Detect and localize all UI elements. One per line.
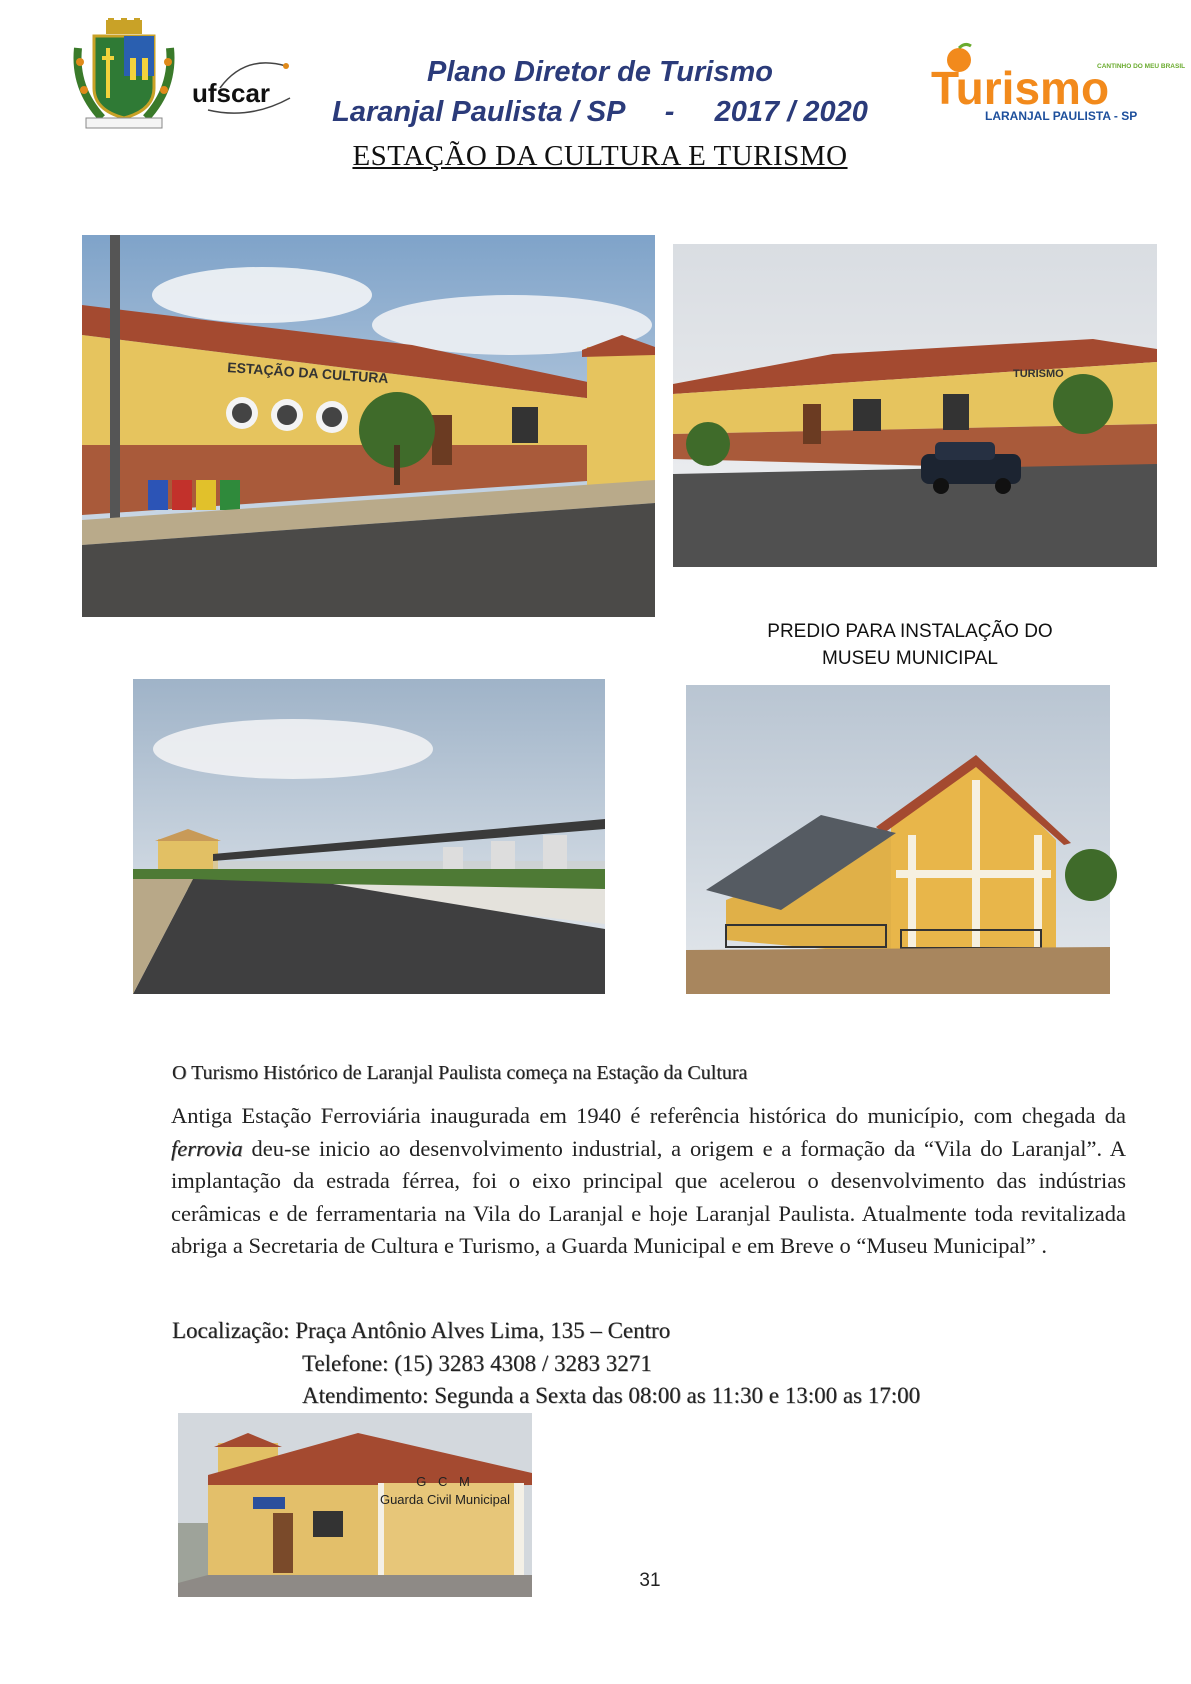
body-text-part-1: Antiga Estação Ferroviária inaugurada em 1940 é referência histórica do município, com chegada da bbox=[171, 1103, 1126, 1128]
museum-caption bbox=[740, 618, 1080, 672]
station-facade-sign: ESTAÇÃO DA CULTURA bbox=[226, 359, 390, 387]
municipal-coat-of-arms-logo bbox=[72, 18, 176, 130]
photo-estacao-da-cultura-facade bbox=[82, 235, 655, 617]
turismo-logo-word: Turismo bbox=[931, 62, 1110, 114]
header-title-line-1: Plano Diretor de Turismo bbox=[427, 56, 773, 88]
body-text-emphasis: ferrovia bbox=[171, 1135, 243, 1161]
ufscar-logo bbox=[190, 58, 300, 120]
body-text-part-2: deu-se inicio ao desenvolvimento industrial, a origem e a formação da “Vila do Laranjal”. A implantação da estrada férrea, foi o eixo principal que acelerou o desenvolvimento das indústrias cerâmicas e de ferramentaria na Vila do Laranjal e hoje Laranjal Paulista. Atualmente toda revitalizada abriga a Secretaria de Cultura e Turismo, a Guarda Municipal e em Breve o “Museu Municipal” . bbox=[171, 1135, 1126, 1258]
location-line: Localização: Praça Antônio Alves Lima, 135 – Centro bbox=[172, 1318, 671, 1343]
turismo-logo-tagline: CANTINHO DO MEU BRASIL bbox=[1097, 63, 1186, 70]
gcm-label bbox=[360, 1473, 530, 1509]
photo-station-platform-street bbox=[133, 679, 605, 994]
page-title: ESTAÇÃO DA CULTURA E TURISMO bbox=[352, 140, 848, 172]
ufscar-logo-text: ufscar bbox=[192, 78, 271, 108]
photo-museum-building bbox=[686, 685, 1110, 994]
hours-line: Atendimento: Segunda a Sexta das 08:00 as 11:30 e 13:00 as 17:00 bbox=[302, 1383, 921, 1408]
turismo-logo-place: LARANJAL PAULISTA - SP bbox=[985, 109, 1138, 123]
body-paragraph bbox=[171, 1100, 1126, 1263]
gcm-abbr: G C M bbox=[416, 1474, 474, 1489]
turismo-building-sign: TURISMO bbox=[1013, 368, 1064, 380]
turismo-laranjal-logo bbox=[925, 42, 1186, 124]
contact-info bbox=[172, 1315, 1072, 1413]
museum-caption-line-1: PREDIO PARA INSTALAÇÃO DO bbox=[767, 621, 1053, 642]
header-title-line-2: Laranjal Paulista / SP - 2017 / 2020 bbox=[332, 96, 868, 128]
photo-turismo-building bbox=[673, 244, 1157, 567]
page-number: 31 bbox=[639, 1570, 661, 1591]
intro-heading: O Turismo Histórico de Laranjal Paulista começa na Estação da Cultura bbox=[172, 1062, 748, 1084]
phone-line: Telefone: (15) 3283 4308 / 3283 3271 bbox=[302, 1350, 652, 1376]
museum-caption-line-2: MUSEU MUNICIPAL bbox=[822, 648, 998, 669]
gcm-name: Guarda Civil Municipal bbox=[379, 1492, 511, 1507]
document-header-title bbox=[300, 52, 900, 132]
